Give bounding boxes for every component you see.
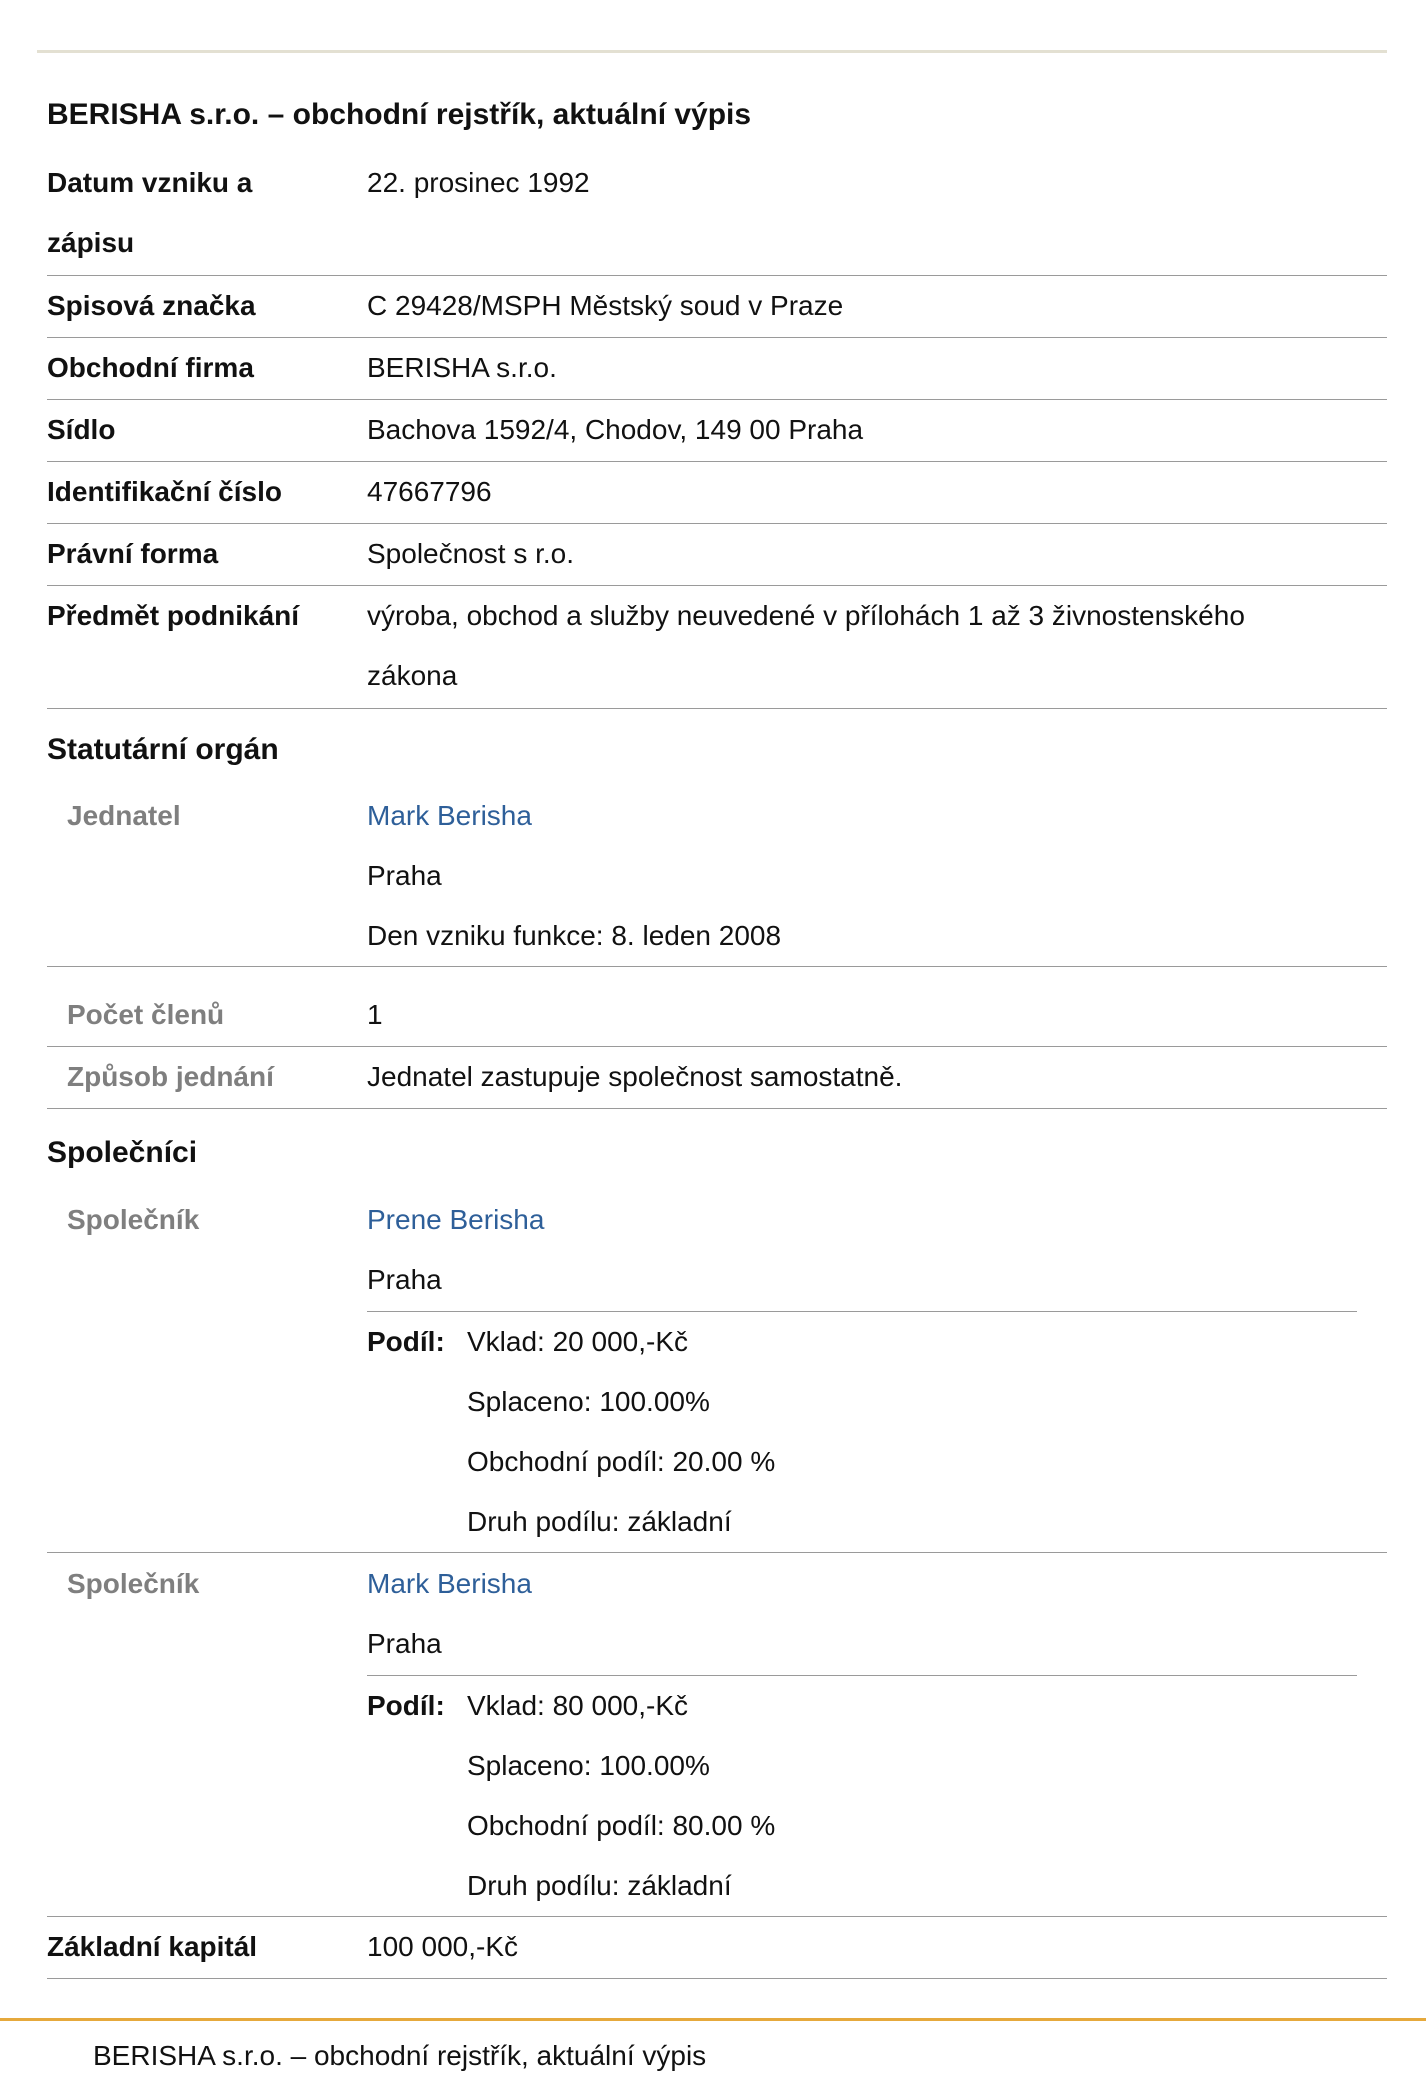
- value-sidlo: Bachova 1592/4, Chodov, 149 00 Praha: [367, 414, 864, 445]
- row-zakladni-kapital: [47, 1917, 1387, 1979]
- value-zakladni-kapital: 100 000,-Kč: [367, 1931, 518, 1962]
- jednatel-name[interactable]: Mark Berisha: [367, 800, 532, 831]
- document-title: BERISHA s.r.o. – obchodní rejstřík, aktuální výpis: [47, 98, 752, 131]
- section-spolecnici: Společníci: [47, 1136, 198, 1169]
- value-predmet-line2: zákona: [367, 660, 458, 691]
- label-predmet-podnikani: Předmět podnikání: [47, 600, 300, 631]
- row-sidlo: [47, 400, 1387, 462]
- spolecnik-1-city: Praha: [367, 1264, 442, 1295]
- value-ico: 47667796: [367, 476, 492, 507]
- row-zpusob-jednani: [47, 1047, 1387, 1109]
- label-obchodni-firma: Obchodní firma: [47, 352, 254, 383]
- spolecnik-1-obchodni-podil: Obchodní podíl: 20.00 %: [467, 1446, 776, 1477]
- label-datum-vzniku-2: zápisu: [47, 227, 135, 258]
- row-ico: [47, 462, 1387, 524]
- spolecnik-1-share-label: Podíl:: [367, 1326, 445, 1357]
- label-datum-vzniku-1: Datum vzniku a: [47, 167, 253, 198]
- jednatel-name-link[interactable]: [367, 786, 532, 846]
- row-datum-vzniku: [47, 153, 1387, 276]
- value-pravni-forma: Společnost s r.o.: [367, 538, 575, 569]
- row-spisova-znacka: [47, 276, 1387, 338]
- label-pocet-clenu: Počet členů: [67, 999, 225, 1030]
- row-obchodni-firma: [47, 338, 1387, 400]
- label-sidlo: Sídlo: [47, 414, 116, 445]
- jednatel-since: Den vzniku funkce: 8. leden 2008: [367, 920, 782, 951]
- row-spolecnik-2: [47, 1554, 1387, 1917]
- spolecnik-2-obchodni-podil: Obchodní podíl: 80.00 %: [467, 1810, 776, 1841]
- footer-divider: [0, 2018, 1426, 2021]
- spolecnik-1-splaceno: Splaceno: 100.00%: [467, 1386, 710, 1417]
- label-spisova-znacka: Spisová značka: [47, 290, 256, 321]
- spolecnik-2-city: Praha: [367, 1628, 442, 1659]
- section-statutarni-organ: Statutární orgán: [47, 733, 279, 766]
- label-pravni-forma: Právní forma: [47, 538, 219, 569]
- value-pocet-clenu: 1: [367, 999, 383, 1030]
- jednatel-city: Praha: [367, 860, 442, 891]
- row-spolecnik-1: [47, 1190, 1387, 1553]
- label-zakladni-kapital: Základní kapitál: [47, 1931, 258, 1962]
- footer-title: BERISHA s.r.o. – obchodní rejstřík, aktuální výpis: [93, 2040, 707, 2071]
- value-zpusob-jednani: Jednatel zastupuje společnost samostatně.: [367, 1061, 903, 1092]
- value-spisova-znacka: C 29428/MSPH Městský soud v Praze: [367, 290, 844, 321]
- label-zpusob-jednani: Způsob jednání: [67, 1061, 274, 1092]
- registry-extract-panel: [37, 50, 1387, 1988]
- spolecnik-1-name-link[interactable]: [367, 1190, 544, 1250]
- spolecnik-2-share-label: Podíl:: [367, 1690, 445, 1721]
- label-spolecnik-1: Společník: [67, 1204, 200, 1235]
- row-predmet-podnikani: [47, 586, 1387, 709]
- spolecnik-2-splaceno: Splaceno: 100.00%: [467, 1750, 710, 1781]
- row-jednatel: [47, 786, 1387, 967]
- value-obchodni-firma: BERISHA s.r.o.: [367, 352, 557, 383]
- label-ico: Identifikační číslo: [47, 476, 282, 507]
- spolecnik-1-vklad: Vklad: 20 000,-Kč: [467, 1326, 689, 1357]
- spolecnik-2-druh: Druh podílu: základní: [467, 1870, 732, 1901]
- value-datum-vzniku: 22. prosinec 1992: [367, 167, 590, 198]
- row-pravni-forma: [47, 524, 1387, 586]
- label-spolecnik-2: Společník: [67, 1568, 200, 1599]
- label-jednatel: Jednatel: [67, 800, 181, 831]
- spolecnik-2-name-link[interactable]: [367, 1554, 532, 1614]
- row-pocet-clenu: [47, 985, 1387, 1047]
- spolecnik-2-vklad: Vklad: 80 000,-Kč: [467, 1690, 689, 1721]
- spolecnik-1-name[interactable]: Prene Berisha: [367, 1204, 545, 1235]
- spolecnik-1-druh: Druh podílu: základní: [467, 1506, 732, 1537]
- value-predmet-line1: výroba, obchod a služby neuvedené v přílohách 1 až 3 živnostenského: [367, 600, 1245, 631]
- spolecnik-2-name[interactable]: Mark Berisha: [367, 1568, 532, 1599]
